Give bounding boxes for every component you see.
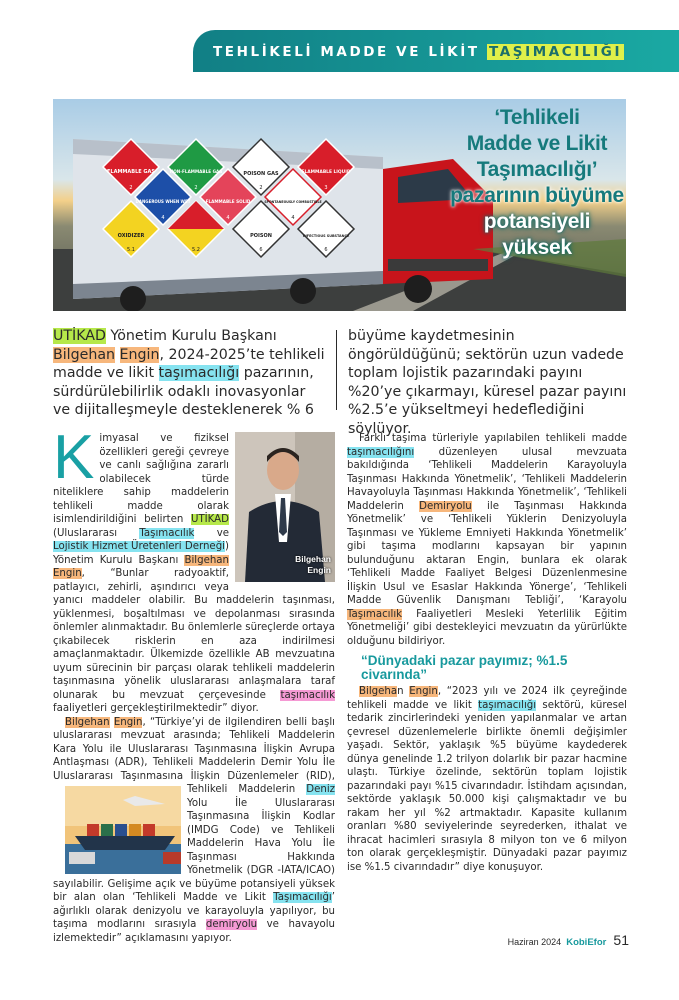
svg-text:FLAMMABLE LIQUID: FLAMMABLE LIQUID: [301, 170, 351, 175]
highlight-utikad: UTİKAD: [191, 514, 229, 525]
text: imyasal ve fiziksel özellikleri gereği çevreye ve canlı sağlığına zararlı olabilecek türde niteliklere sahip maddelerin tehlikeli madde olarak isimlendirildiğini belirten: [53, 433, 229, 525]
text: düzenleyen ulusal mevzuata bakıldığında ‘Tehlikeli Maddelerin Karayoluyla Taşınması Hakkında Yönetmelik’, ‘Tehlikeli Maddelerin Havayoluyla Taşınması Hakkında Yönetmelik’, ‘Tehlikeli Maddelerin: [347, 446, 627, 512]
hero-image: [53, 99, 626, 311]
footer-date: Haziran 2024: [507, 937, 562, 947]
highlight-engin: Engin: [113, 716, 143, 728]
svg-text:2: 2: [259, 185, 263, 191]
person-photo: [235, 432, 335, 582]
page-footer: [479, 930, 629, 949]
article-column-right: [347, 432, 627, 874]
lead-paragraph-left: [53, 327, 325, 420]
highlight-bilgehan: Bilgehan: [184, 554, 229, 566]
svg-text:4: 4: [161, 215, 165, 221]
svg-text:OXIDIZER: OXIDIZER: [117, 233, 145, 239]
text: , “Bunlar radyoaktif, patlayıcı, zehirli, aşındırıcı veya yanıcı maddeler olabilir. Bu maddelerin taşınması, yüklenmesi, boşaltılması ve depolanması sırasında önlemler alınmaktadır. Bu önlemlerle süreçlerde ortaya çıkabilecek risklerin en aza indirilmesi amaçlanmaktadır. Ülkemizde özellikle AB mevzuatına uyum sürecinin bir parçası olarak tehlikeli maddelerin taşınmasına yönelik uluslararası anlaşmalara taraf olunarak bu mevzuat çerçevesinde: [53, 568, 335, 701]
hero-title-line-5: potansiyeli: [483, 210, 591, 233]
text: Faaliyetleri Mesleki Yeterlilik Eğitim Yönetmeliği’ gibi destekleyici mevzuatın da yürürlükte olduğunu bildiriyor.: [347, 608, 627, 647]
text: n: [397, 686, 410, 697]
svg-text:5.2: 5.2: [192, 247, 200, 253]
highlight-tasimacilik: Taşımacılık: [139, 527, 195, 539]
svg-text:4: 4: [291, 215, 295, 221]
caption-first-name: Bilgehan: [295, 554, 331, 564]
svg-text:3: 3: [324, 185, 328, 191]
paragraph: [347, 685, 627, 874]
text: sektörü, küresel tedarik zincirlerindeki yeniden yapılanmalar ve artan çevresel düzenlemelerle birlikte önemli değişimler yaşadı. Sektör, yaklaşık %5 büyüme kaydederek dünya genelinde 1.2 trilyon dolarlık bir pazar hacmine ulaştı. Türkiye özelinde, sektörün toplam lojistik pazarındaki payı %15 civarındadır. İstihdam açısından, sektörde yaklaşık 50.000 kişi çalışmaktadır ve bu rakam her yıl %2 artmaktadır. Kapasite kullanım oranları %80 seviyelerinde seyrederken, ithalat ve ihracat hacimleri sırasıyla 8 milyon ton ve 6 milyon ton olarak gerçekleşmiştir. Dünyadaki pazar payımız ise %1.5 civarındadır” diye konuşuyor.: [347, 699, 627, 873]
svg-text:DANGEROUS WHEN WET: DANGEROUS WHEN WET: [135, 199, 191, 204]
highlight-tasimaciligini: taşımacılığını: [347, 446, 415, 458]
highlight-tasimacilik: taşımacılık: [280, 689, 335, 701]
svg-text:6: 6: [324, 247, 328, 253]
caption-last-name: Engin: [307, 565, 331, 575]
hero-title: [448, 105, 626, 261]
highlight-utikad: UTİKAD: [53, 328, 106, 344]
hero-title-line-6: yüksek: [502, 236, 572, 259]
person-photo-caption: [295, 554, 331, 576]
highlight-demiryolu: demiryolu: [205, 919, 258, 930]
highlight-deniz: Deniz: [306, 784, 335, 795]
lead-divider: [336, 330, 337, 410]
section-title: [213, 30, 624, 72]
svg-text:FLAMMABLE GAS: FLAMMABLE GAS: [106, 169, 156, 175]
highlight-engin: Engin: [53, 568, 82, 579]
text: ’ ağırlıklı olarak denizyolu ve karayoluyla yapılıyor, bu taşıma modlarını sırasıyla: [53, 892, 335, 930]
lead-text: , 2024-2025’te tehlikeli madde ve likit: [53, 346, 325, 381]
text: , “2023 yılı ve 2024 ilk çeyreğinde tehlikeli madde ve likit: [347, 686, 627, 711]
svg-text:4: 4: [226, 215, 230, 221]
text: ) Yönetim Kurulu Başkanı: [53, 541, 229, 566]
section-subheading: “Dünyadaki pazar payımız; %1.5 civarında”: [361, 653, 568, 682]
section-title-text: TEHLİKELİ MADDE VE LİKİT: [213, 44, 487, 60]
shipping-photo: [53, 786, 181, 874]
dropcap: K: [53, 423, 95, 492]
highlight-engin: Engin: [409, 686, 438, 697]
paragraph: [53, 716, 335, 946]
section-header-bar: [193, 30, 679, 72]
highlight-bilgehan: Bilgeha: [359, 686, 398, 697]
hero-title-line-1: ‘Tehlikeli: [494, 106, 580, 129]
paragraph: [347, 432, 627, 648]
hero-title-line-3: Taşımacılığı’: [476, 158, 598, 181]
svg-text:POISON GAS: POISON GAS: [243, 171, 279, 177]
highlight-tasimacilik: Taşımacılık: [347, 608, 403, 620]
highlight-bilgehan: Bilgehan: [65, 716, 110, 728]
highlight-bilgehan: Bilgehan: [53, 346, 116, 363]
page-number: 51: [613, 932, 629, 948]
svg-text:FLAMMABLE SOLID: FLAMMABLE SOLID: [205, 199, 251, 204]
text: ve havayolu izlemektedir” açıklamasını yapıyor.: [53, 919, 335, 944]
lead-text: pazarının, sürdürülebilirlik odaklı inovasyonlar ve dijitalleşmeyle desteklenerek % 6: [53, 365, 314, 418]
text: faaliyetleri gerçekleştirilmektedir” diyor.: [53, 703, 259, 714]
text: Yolu İle Uluslararası Taşınmasına İlişkin Kodlar (IMDG Code) ve Tehlikeli Maddelerin Hava Yolu İle Taşınması Hakkında Yönetmelik (DGR -IATA/ICAO) sayılabilir. Gelişime açık ve büyüme potansiyeli yüksek bir alan olan ‘Tehlikeli Madde ve Likit: [53, 797, 335, 903]
section-title-highlight: TAŞIMACILIĞI: [488, 44, 623, 60]
highlight-association-name: Lojistik Hizmet Üretenleri Derneği: [53, 541, 226, 552]
svg-text:6: 6: [259, 247, 263, 253]
highlight-tasimaciligi: taşımacılığı: [478, 699, 537, 711]
highlight-tasimaciligi: Taşımacılığı: [273, 892, 332, 903]
svg-text:POISON: POISON: [250, 233, 272, 239]
svg-text:5.1: 5.1: [127, 247, 135, 253]
svg-text:2: 2: [129, 185, 133, 191]
text: ile Taşınması Hakkında Yönetmelik’ ve ‘Tehlikeli Yüklerin Denizyoluyla Taşınması ve Yükleme Emniyeti Hakkında Yönetmelik’ gibi taşıma modlarını kapsayan bir yapının bulunduğunu aktaran Engin, bunlara ek olarak ‘Tehlikeli Madde Faaliyet Belgesi Düzenlenmesine İlişkin Usul ve Esaslar Hakkında Yönerge’, ‘Tehlikeli Madde Güvenlik Danışmanı Tebliği’, ‘Karayolu: [347, 500, 627, 606]
svg-text:SPONTANEOUSLY COMBUSTIBLE: SPONTANEOUSLY COMBUSTIBLE: [264, 200, 322, 204]
highlight-demiryolu: Demiryolu: [419, 500, 472, 512]
lead-text: Yönetim Kurulu Başkanı: [105, 328, 277, 344]
svg-text:NON-FLAMMABLE GAS: NON-FLAMMABLE GAS: [169, 169, 223, 174]
lead-paragraph-right: büyüme kaydetmesinin öngörüldüğünü; sektörün uzun vadede toplam lojistik pazarındaki payını %20’ye çıkarmayı, küresel pazar payını %2.5’e yükseltmeyi hedeflediğini söylüyor.: [348, 328, 627, 437]
highlight-tasimaciligi: taşımacılığı: [158, 365, 240, 381]
hero-title-line-4: pazarının büyüme: [450, 184, 624, 207]
text: , “Türkiye’yi de ilgilendiren belli başlı uluslararası mevzuat arasında; Tehlikeli Maddelerin Kara Yolu ile Uluslararası Taşınmasına İlişkin Avrupa Antlaşması (ADR), Tehlikeli Maddelerin Demir Yolu İle Uluslararası Taşınmasına İlişkin Düzenlemeler (RID), Tehlikeli Maddelerin: [53, 716, 335, 795]
lead-text: [115, 347, 120, 363]
svg-text:INFECTIOUS SUBSTANCE: INFECTIOUS SUBSTANCE: [302, 234, 350, 238]
logistics-illustration: [65, 786, 181, 874]
article-column-left: [53, 423, 335, 945]
hero-title-line-2: Madde ve Likit: [466, 132, 608, 155]
svg-text:2: 2: [194, 185, 198, 191]
text: (Uluslararası: [53, 527, 140, 539]
highlight-engin: Engin: [119, 346, 160, 363]
footer-brand: KobiEfor: [566, 937, 607, 948]
text: ve: [194, 527, 229, 539]
text: Farklı taşıma türleriyle yapılabilen tehlikeli madde: [359, 433, 627, 444]
